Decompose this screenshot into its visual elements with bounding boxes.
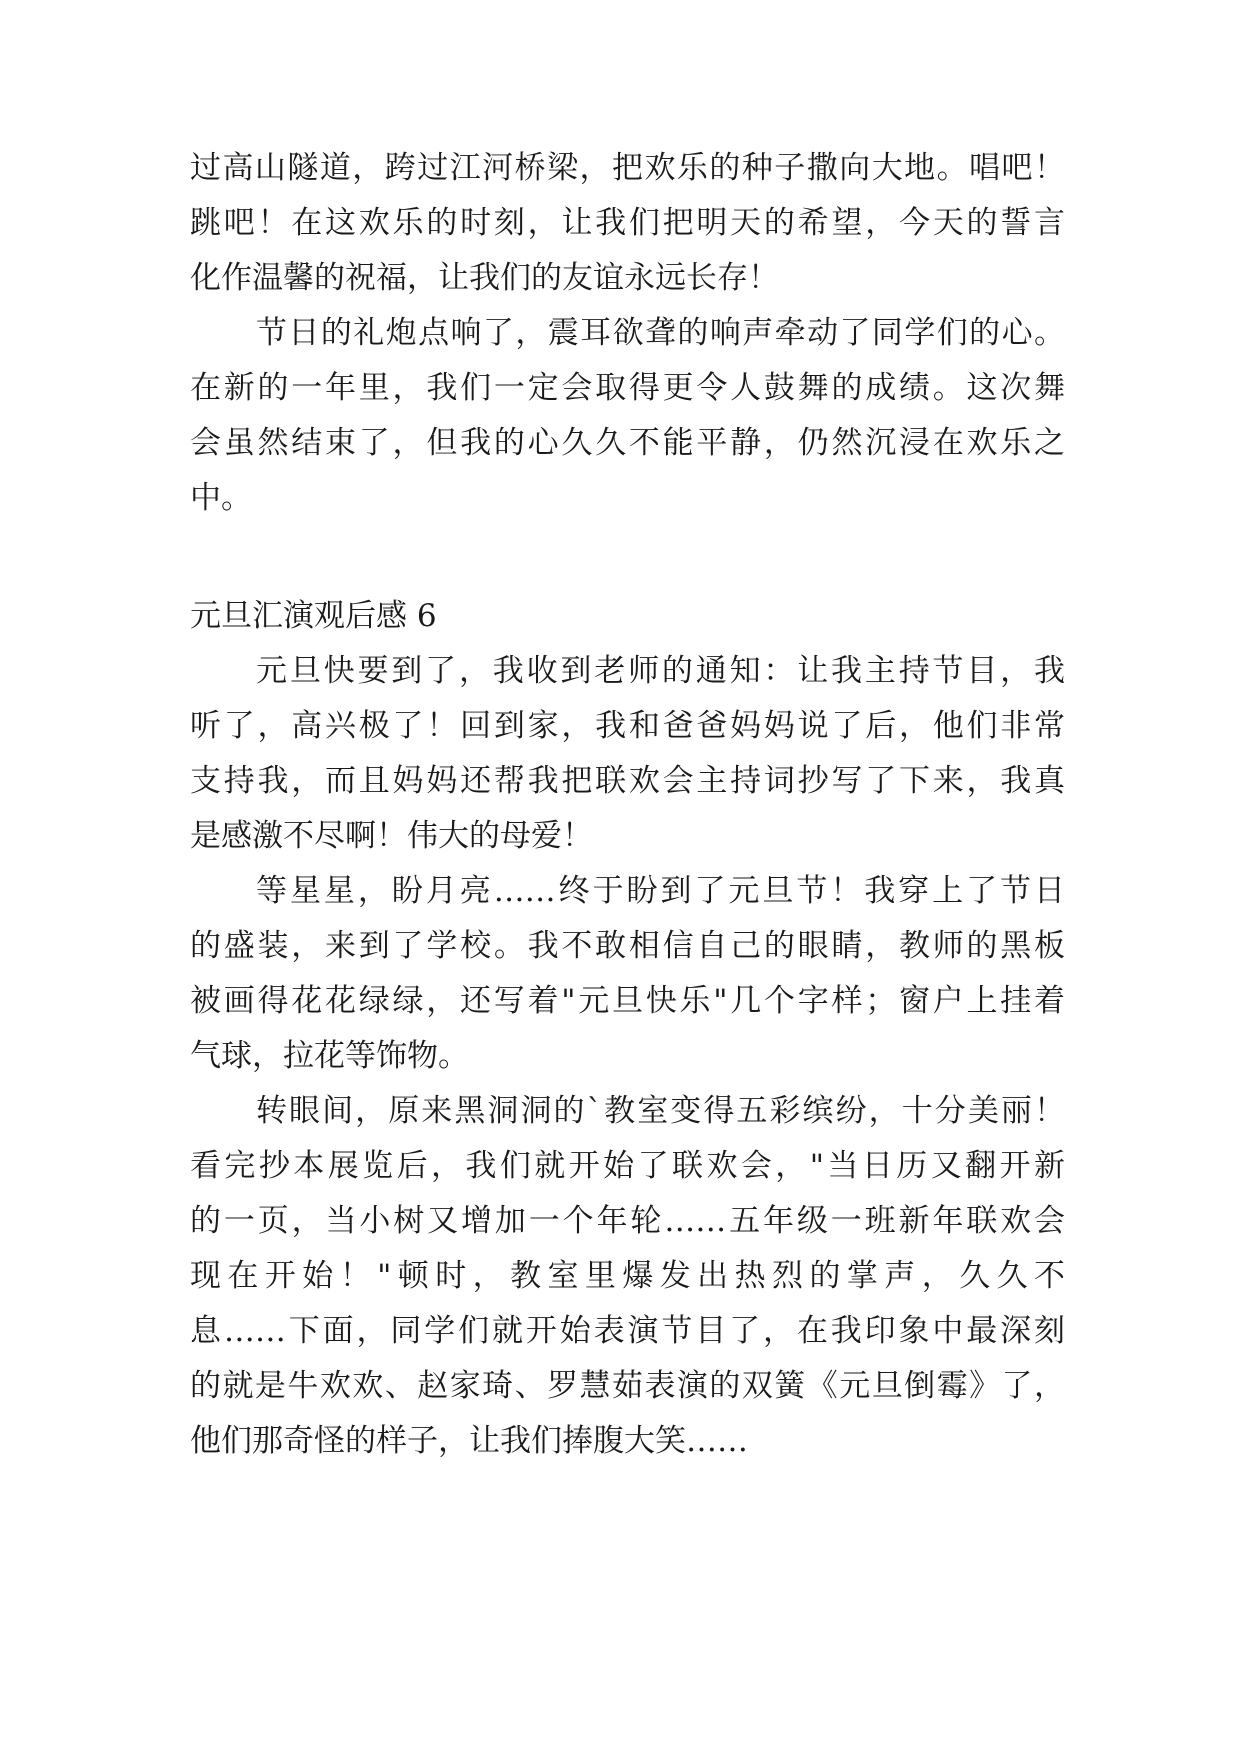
text-line: 过高山隧道，跨过江河桥梁，把欢乐的种子撒向大地。唱吧！ <box>190 150 1065 186</box>
section-heading: 元旦汇演观后感 6 <box>190 598 437 634</box>
text-line: 会虽然结束了，但我的心久久不能平静，仍然沉浸在欢乐之 <box>190 425 1065 461</box>
text-line: 是感激不尽啊！伟大的母爱！ <box>190 818 593 854</box>
text-line: 元旦快要到了，我收到老师的通知：让我主持节目，我 <box>256 653 1065 689</box>
text-line: 等星星，盼月亮……终于盼到了元旦节！我穿上了节日 <box>256 873 1065 909</box>
text-line: 的就是牛欢欢、赵家琦、罗慧茹表演的双簧《元旦倒霉》了， <box>190 1368 1065 1404</box>
text-line: 节日的礼炮点响了，震耳欲聋的响声牵动了同学们的心。 <box>256 315 1065 351</box>
text-line: 的一页，当小树又增加一个年轮……五年级一班新年联欢会 <box>190 1203 1065 1239</box>
text-line: 气球，拉花等饰物。 <box>190 1038 469 1074</box>
text-line: 他们那奇怪的样子，让我们捧腹大笑…… <box>190 1423 748 1459</box>
text-line: 中。 <box>190 480 252 516</box>
text-line: 支持我，而且妈妈还帮我把联欢会主持词抄写了下来，我真 <box>190 763 1065 799</box>
text-line: 跳吧！在这欢乐的时刻，让我们把明天的希望，今天的誓言 <box>190 205 1065 241</box>
text-line: 的盛装，来到了学校。我不敢相信自己的眼睛，教师的黑板 <box>190 928 1065 964</box>
text-line: 息……下面，同学们就开始表演节目了，在我印象中最深刻 <box>190 1313 1065 1349</box>
text-line: 转眼间，原来黑洞洞的`教室变得五彩缤纷，十分美丽！ <box>256 1093 1065 1129</box>
text-line: 听了，高兴极了！回到家，我和爸爸妈妈说了后，他们非常 <box>190 708 1065 744</box>
text-line: 化作温馨的祝福，让我们的友谊永远长存！ <box>190 260 779 296</box>
text-line: 现在开始！"顿时，教室里爆发出热烈的掌声，久久不 <box>190 1258 1065 1294</box>
text-line: 被画得花花绿绿，还写着"元旦快乐"几个字样；窗户上挂着 <box>190 983 1065 1019</box>
text-line: 在新的一年里，我们一定会取得更令人鼓舞的成绩。这次舞 <box>190 370 1065 406</box>
text-line: 看完抄本展览后，我们就开始了联欢会，"当日历又翻开新 <box>190 1148 1065 1184</box>
